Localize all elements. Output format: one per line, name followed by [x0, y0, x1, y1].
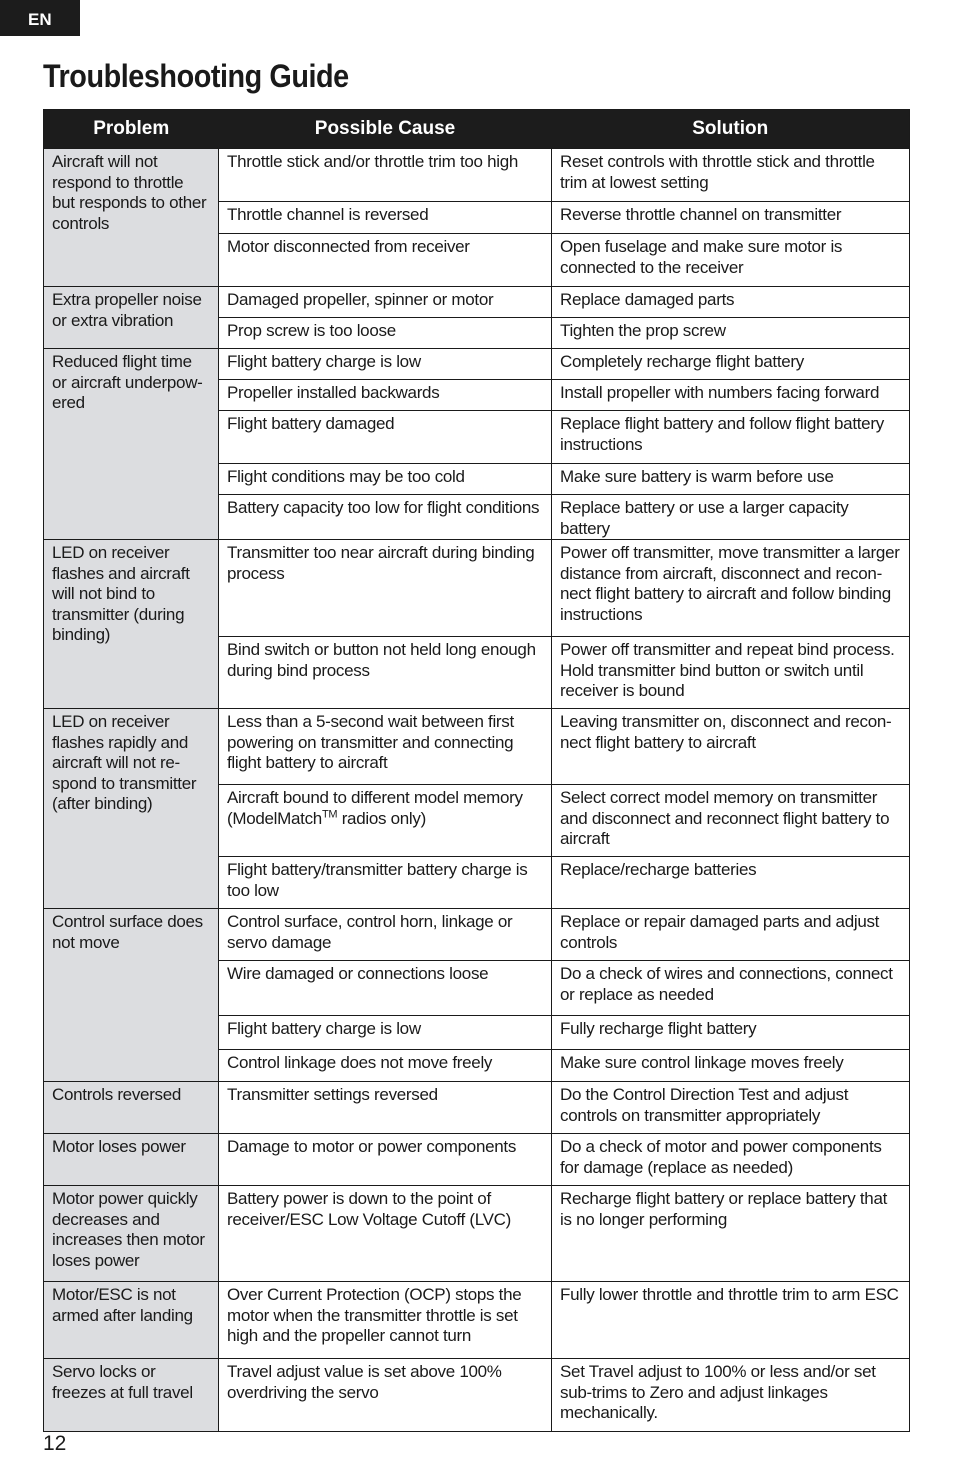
solution-cell: Replace flight battery and follow flight battery instructions — [552, 411, 910, 464]
solution-cell: Fully lower throttle and throttle trim to arm ESC — [552, 1282, 910, 1359]
table-row — [44, 1134, 910, 1186]
problem-cell: Servo locks or freezes at full travel — [44, 1359, 219, 1432]
table-header-row — [44, 110, 910, 149]
solution-cell: Reverse throttle channel on transmitter — [552, 202, 910, 234]
solution-cell: Make sure control linkage moves freely — [552, 1050, 910, 1082]
cause-cell: Bind switch or button not held long enough during bind process — [219, 637, 552, 709]
cause-cell: Travel adjust value is set above 100% overdriving the servo — [219, 1359, 552, 1432]
cause-cell: Flight battery/transmitter battery charge is too low — [219, 857, 552, 909]
solution-cell: Power off transmitter and repeat bind process. Hold transmitter bind button or switch until receiver is bound — [552, 637, 910, 709]
solution-cell: Do a check of motor and power components for damage (replace as needed) — [552, 1134, 910, 1186]
solution-cell: Install propeller with numbers facing forward — [552, 380, 910, 411]
cause-cell: Battery power is down to the point of receiver/ESC Low Voltage Cutoff (LVC) — [219, 1186, 552, 1282]
cause-cell: Damage to motor or power components — [219, 1134, 552, 1186]
cause-cell: Flight battery charge is low — [219, 1016, 552, 1050]
cause-cell: Throttle channel is reversed — [219, 202, 552, 234]
solution-cell: Do the Control Direction Test and adjust controls on transmitter appropriately — [552, 1082, 910, 1134]
table-body — [44, 149, 910, 1432]
cause-cell: Flight battery damaged — [219, 411, 552, 464]
solution-cell: Replace damaged parts — [552, 287, 910, 318]
solution-cell: Power off transmitter, move transmitter a larger distance from aircraft, disconnect and recon-nect flight battery to aircraft and follow binding instructions — [552, 540, 910, 637]
page-number: 12 — [43, 1432, 67, 1455]
cause-cell — [219, 785, 552, 857]
cause-cell: Transmitter settings reversed — [219, 1082, 552, 1134]
solution-cell: Replace battery or use a larger capacity battery — [552, 495, 910, 540]
cause-cell: Less than a 5-second wait between first powering on transmitter and connecting flight battery to aircraft — [219, 709, 552, 785]
cause-cell: Battery capacity too low for flight conditions — [219, 495, 552, 540]
table-row — [44, 1359, 910, 1432]
problem-cell: Controls reversed — [44, 1082, 219, 1134]
language-tab: EN — [0, 0, 80, 36]
cause-text: radios only) — [337, 808, 426, 828]
solution-cell: Replace or repair damaged parts and adjust controls — [552, 909, 910, 961]
cause-cell: Throttle stick and/or throttle trim too high — [219, 149, 552, 202]
solution-cell: Fully recharge flight battery — [552, 1016, 910, 1050]
problem-cell: Motor loses power — [44, 1134, 219, 1186]
cause-cell: Flight battery charge is low — [219, 349, 552, 380]
table-row — [44, 1082, 910, 1134]
troubleshooting-table — [43, 109, 910, 1432]
problem-cell: Control surface does not move — [44, 909, 219, 1082]
solution-cell: Recharge flight battery or replace battery that is no longer performing — [552, 1186, 910, 1282]
table-row — [44, 349, 910, 380]
cause-cell: Motor disconnected from receiver — [219, 234, 552, 287]
problem-cell: Motor/ESC is not armed after landing — [44, 1282, 219, 1359]
solution-cell: Set Travel adjust to 100% or less and/or set sub-trims to Zero and adjust linkages mechanically. — [552, 1359, 910, 1432]
cause-cell: Transmitter too near aircraft during binding process — [219, 540, 552, 637]
table-row — [44, 540, 910, 637]
cause-text: Aircraft bound to different model memory (ModelMatch — [227, 788, 523, 828]
solution-cell: Select correct model memory on transmitter and disconnect and reconnect flight battery to aircraft — [552, 785, 910, 857]
cause-cell: Over Current Protection (OCP) stops the motor when the transmitter throttle is set high and the propeller cannot turn — [219, 1282, 552, 1359]
solution-cell: Leaving transmitter on, disconnect and recon-nect flight battery to aircraft — [552, 709, 910, 785]
cause-cell: Wire damaged or connections loose — [219, 961, 552, 1016]
solution-cell: Reset controls with throttle stick and throttle trim at lowest setting — [552, 149, 910, 202]
table-row — [44, 1282, 910, 1359]
solution-cell: Completely recharge flight battery — [552, 349, 910, 380]
table-row — [44, 149, 910, 202]
page-title: Troubleshooting Guide — [43, 58, 349, 94]
table-row — [44, 287, 910, 318]
cause-cell: Prop screw is too loose — [219, 318, 552, 349]
problem-cell: LED on receiver flashes rapidly and aircraft will not re-spond to transmitter (after binding) — [44, 709, 219, 909]
problem-cell: LED on receiver flashes and aircraft will not bind to transmitter (during binding) — [44, 540, 219, 709]
solution-cell: Tighten the prop screw — [552, 318, 910, 349]
problem-cell: Aircraft will not respond to throttle but responds to other controls — [44, 149, 219, 287]
header-problem: Problem — [44, 110, 219, 149]
solution-cell: Replace/recharge batteries — [552, 857, 910, 909]
table-row — [44, 909, 910, 961]
header-solution: Solution — [552, 110, 910, 149]
table-row — [44, 1186, 910, 1282]
cause-cell: Control surface, control horn, linkage or servo damage — [219, 909, 552, 961]
cause-cell: Propeller installed backwards — [219, 380, 552, 411]
problem-cell: Motor power quickly decreases and increases then motor loses power — [44, 1186, 219, 1282]
header-possible-cause: Possible Cause — [219, 110, 552, 149]
problem-cell: Extra propeller noise or extra vibration — [44, 287, 219, 349]
solution-cell: Open fuselage and make sure motor is connected to the receiver — [552, 234, 910, 287]
table-row — [44, 709, 910, 785]
cause-cell: Control linkage does not move freely — [219, 1050, 552, 1082]
trademark-mark: TM — [321, 807, 338, 820]
problem-cell: Reduced flight time or aircraft underpow-ered — [44, 349, 219, 540]
cause-cell: Flight conditions may be too cold — [219, 464, 552, 495]
cause-cell: Damaged propeller, spinner or motor — [219, 287, 552, 318]
solution-cell: Make sure battery is warm before use — [552, 464, 910, 495]
solution-cell: Do a check of wires and connections, connect or replace as needed — [552, 961, 910, 1016]
